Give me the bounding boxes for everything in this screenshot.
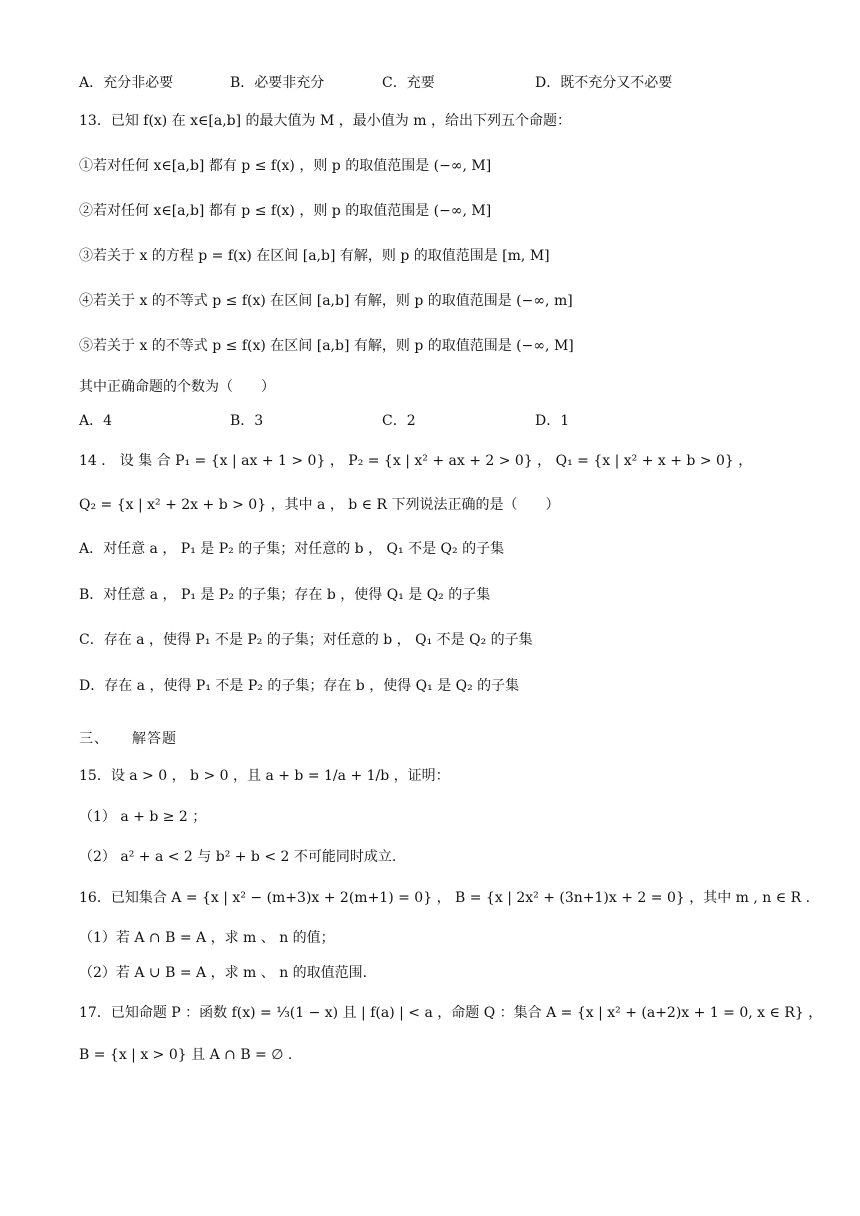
q13-item-3: ③若关于 x 的方程 p = f(x) 在区间 [a,b] 有解，则 p 的取值范围是 [m, M]: [79, 248, 550, 264]
q13-item-2: ②若对任何 x∈[a,b] 都有 p ≤ f(x) ，则 p 的取值范围是 (−∞, M]: [79, 203, 492, 219]
q15-part-2: （2） a² + a < 2 与 b² + b < 2 不可能同时成立.: [79, 849, 397, 865]
q14-stem-line2: Q₂ = {x | x² + 2x + b > 0} ，其中 a ， b ∈ R 下列说法正确的是（ ）: [79, 497, 560, 513]
q13-item-5: ⑤若关于 x 的不等式 p ≤ f(x) 在区间 [a,b] 有解，则 p 的取值范围是 (−∞, M]: [79, 338, 574, 354]
q16-part-1: （1）若 A ∩ B = A ，求 m 、 n 的值；: [79, 930, 335, 946]
q13-option-c: C．2: [382, 413, 416, 429]
q12-option-c: C．充要: [382, 75, 435, 91]
q14-option-a: A．对任意 a ， P₁ 是 P₂ 的子集；对任意的 b ， Q₁ 不是 Q₂ 的子集: [79, 541, 505, 557]
q16-stem: 16．已知集合 A = {x | x² − (m+3)x + 2(m+1) = 0} ， B = {x | 2x² + (3n+1)x + 2 = 0} ，其中 m , n ∈ R .: [79, 890, 811, 906]
q15-stem: 15．设 a > 0 ， b > 0 ，且 a + b = 1/a + 1/b ，证明：: [79, 768, 450, 784]
q13-item-1: ①若对任何 x∈[a,b] 都有 p ≤ f(x) ，则 p 的取值范围是 (−∞, M]: [79, 158, 492, 174]
q14-option-c: C．存在 a ，使得 P₁ 不是 P₂ 的子集；对任意的 b ， Q₁ 不是 Q₂ 的子集: [79, 632, 533, 648]
q13-question: 其中正确命题的个数为（ ）: [79, 379, 275, 395]
q13-option-d: D．1: [535, 413, 570, 429]
q13-item-4: ④若关于 x 的不等式 p ≤ f(x) 在区间 [a,b] 有解，则 p 的取值范围是 (−∞, m]: [79, 293, 573, 309]
q17-stem-line2: B = {x | x > 0} 且 A ∩ B = ∅ .: [79, 1047, 293, 1063]
q12-option-d: D．既不充分又不必要: [535, 75, 673, 91]
q13-stem: 13．已知 f(x) 在 x∈[a,b] 的最大值为 M ，最小值为 m ，给出下列五个命题：: [79, 113, 571, 129]
q14-option-d: D．存在 a ，使得 P₁ 不是 P₂ 的子集；存在 b ，使得 Q₁ 是 Q₂ 的子集: [79, 678, 520, 694]
q13-option-b: B．3: [230, 413, 264, 429]
q13-option-a: A．4: [79, 413, 113, 429]
q15-part-1: （1） a + b ≥ 2 ；: [79, 809, 207, 825]
section-heading: 三、 解答题: [79, 731, 177, 747]
q12-option-a: A．充分非必要: [79, 75, 174, 91]
q12-option-b: B．必要非充分: [230, 75, 325, 91]
q14-option-b: B．对任意 a ， P₁ 是 P₂ 的子集；存在 b ，使得 Q₁ 是 Q₂ 的子集: [79, 587, 491, 603]
q14-stem-line1: 14 ． 设 集 合 P₁ = {x | ax + 1 > 0} ， P₂ = {x | x² + ax + 2 > 0} ， Q₁ = {x | x² + x + b > 0} ，: [79, 453, 753, 469]
q16-part-2: （2）若 A ∪ B = A ，求 m 、 n 的取值范围.: [79, 965, 368, 981]
q17-stem-line1: 17．已知命题 P ：函数 f(x) = ⅓(1 − x) 且 | f(a) | < a ，命题 Q ：集合 A = {x | x² + (a+2)x + 1 = 0, x ∈ R} ，: [79, 1005, 823, 1021]
